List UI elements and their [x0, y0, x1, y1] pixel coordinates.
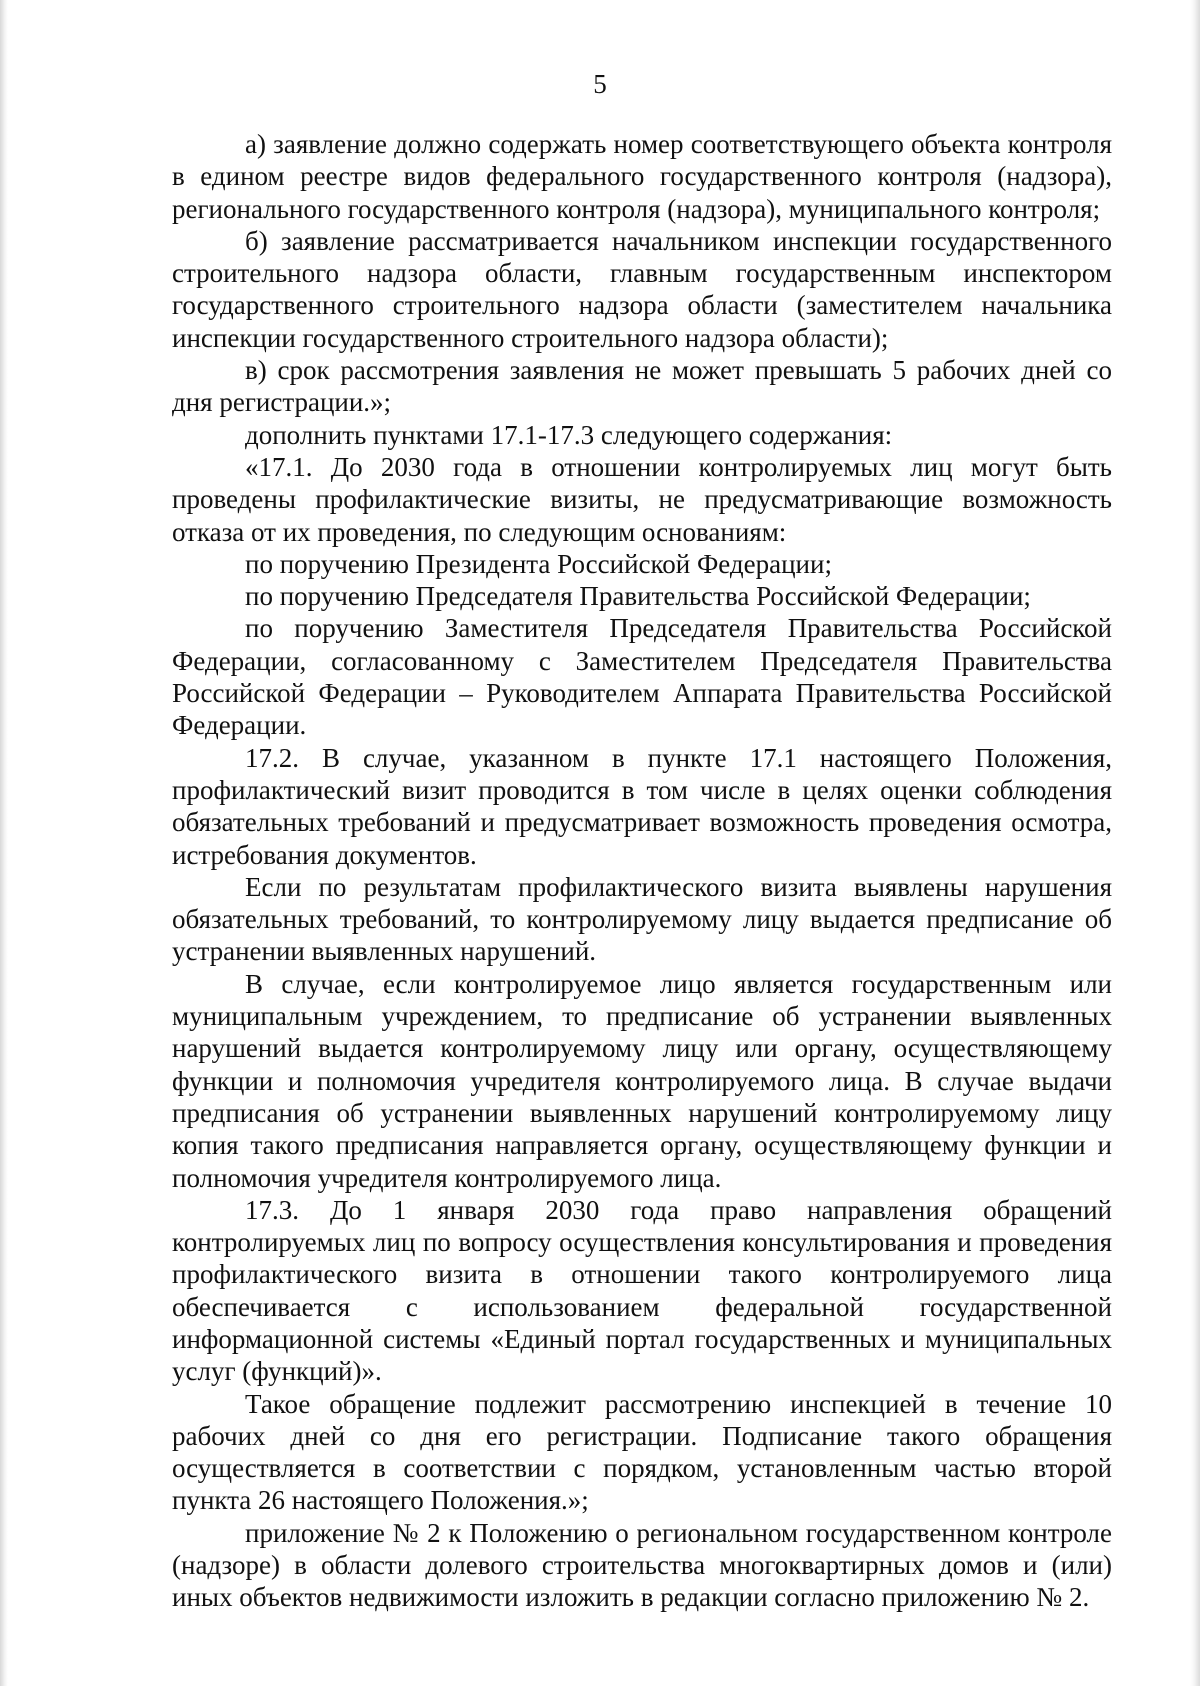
paragraph-item-v: в) срок рассмотрения заявления не может превышать 5 рабочих дней со дня регистрации.»; — [172, 355, 1112, 418]
paragraph-institution-case: В случае, если контролируемое лицо является государственным или муниципальным учреждением, то предписание об устранении выявленных нарушений выдается контролируемому лицу или органу, осуществляющему функции и полномочия учредителя контролируемого лица. В случае выдачи предписания об устранении выявленных нарушений контролируемому лицу копия такого предписания направляется органу, осуществляющему функции и полномочия учредителя контролируемого лица. — [172, 968, 1112, 1193]
paragraph-17-3: 17.3. До 1 января 2030 года право направления обращений контролируемых лиц по вопросу осуществления консультирования и проведения профилактического визита в отношении такого контролируемого лица обеспечивается с использованием федеральной государственной информационной системы «Единый портал государственных и муниципальных услуг (функций)». — [172, 1194, 1112, 1387]
paragraph-appeal-review: Такое обращение подлежит рассмотрению инспекцией в течение 10 рабочих дней со дня его регистрации. Подписание такого обращения осуществляется в соответствии с порядком, установленным частью второй пункта 26 настоящего Положения.»; — [172, 1388, 1112, 1516]
page-number: 5 — [593, 69, 607, 99]
paragraph-17-1: «17.1. До 2030 года в отношении контролируемых лиц могут быть проведены профилактические визиты, не предусматривающие возможность отказа от их проведения, по следующим основаниям: — [172, 451, 1112, 547]
paragraph-17-2: 17.2. В случае, указанном в пункте 17.1 настоящего Положения, профилактический визит проводится в том числе в целях оценки соблюдения обязательных требований и предусматривает возможность проведения осмотра, истребования документов. — [172, 742, 1112, 870]
paragraph-violations-order: Если по результатам профилактического визита выявлены нарушения обязательных требований, то контролируемому лицу выдается предписание об устранении выявленных нарушений. — [172, 871, 1112, 967]
paragraph-item-b: б) заявление рассматривается начальником инспекции государственного строительного надзора области, главным государственным инспектором государственного строительного надзора области (заместителем начальника инспекции государственного строительного надзора области); — [172, 225, 1112, 353]
paragraph-item-a: а) заявление должно содержать номер соответствующего объекта контроля в едином реестре видов федерального государственного контроля (надзора), регионального государственного контроля (надзора), муниципального контроля; — [172, 129, 1112, 224]
paragraph-appendix-2: приложение № 2 к Положению о региональном государственном контроле (надзоре) в области долевого строительства многоквартирных домов и (или) иных объектов недвижимости изложить в редакции согласно приложению № 2. — [172, 1517, 1112, 1613]
paragraph-basis-chairman: по поручению Председателя Правительства Российской Федерации; — [245, 581, 1031, 612]
scan-edge-left — [0, 0, 8, 1686]
paragraph-basis-president: по поручению Президента Российской Федерации; — [245, 548, 832, 579]
document-body — [172, 128, 1112, 1614]
scan-edge-right — [1190, 0, 1200, 1686]
paragraph-basis-deputy-chairman: по поручению Заместителя Председателя Правительства Российской Федерации, согласованному с Заместителем Председателя Правительства Российской Федерации – Руководителем Аппарата Правительства Российской Федерации. — [172, 613, 1112, 741]
paragraph-amendment-intro: дополнить пунктами 17.1-17.3 следующего содержания: — [245, 419, 893, 450]
